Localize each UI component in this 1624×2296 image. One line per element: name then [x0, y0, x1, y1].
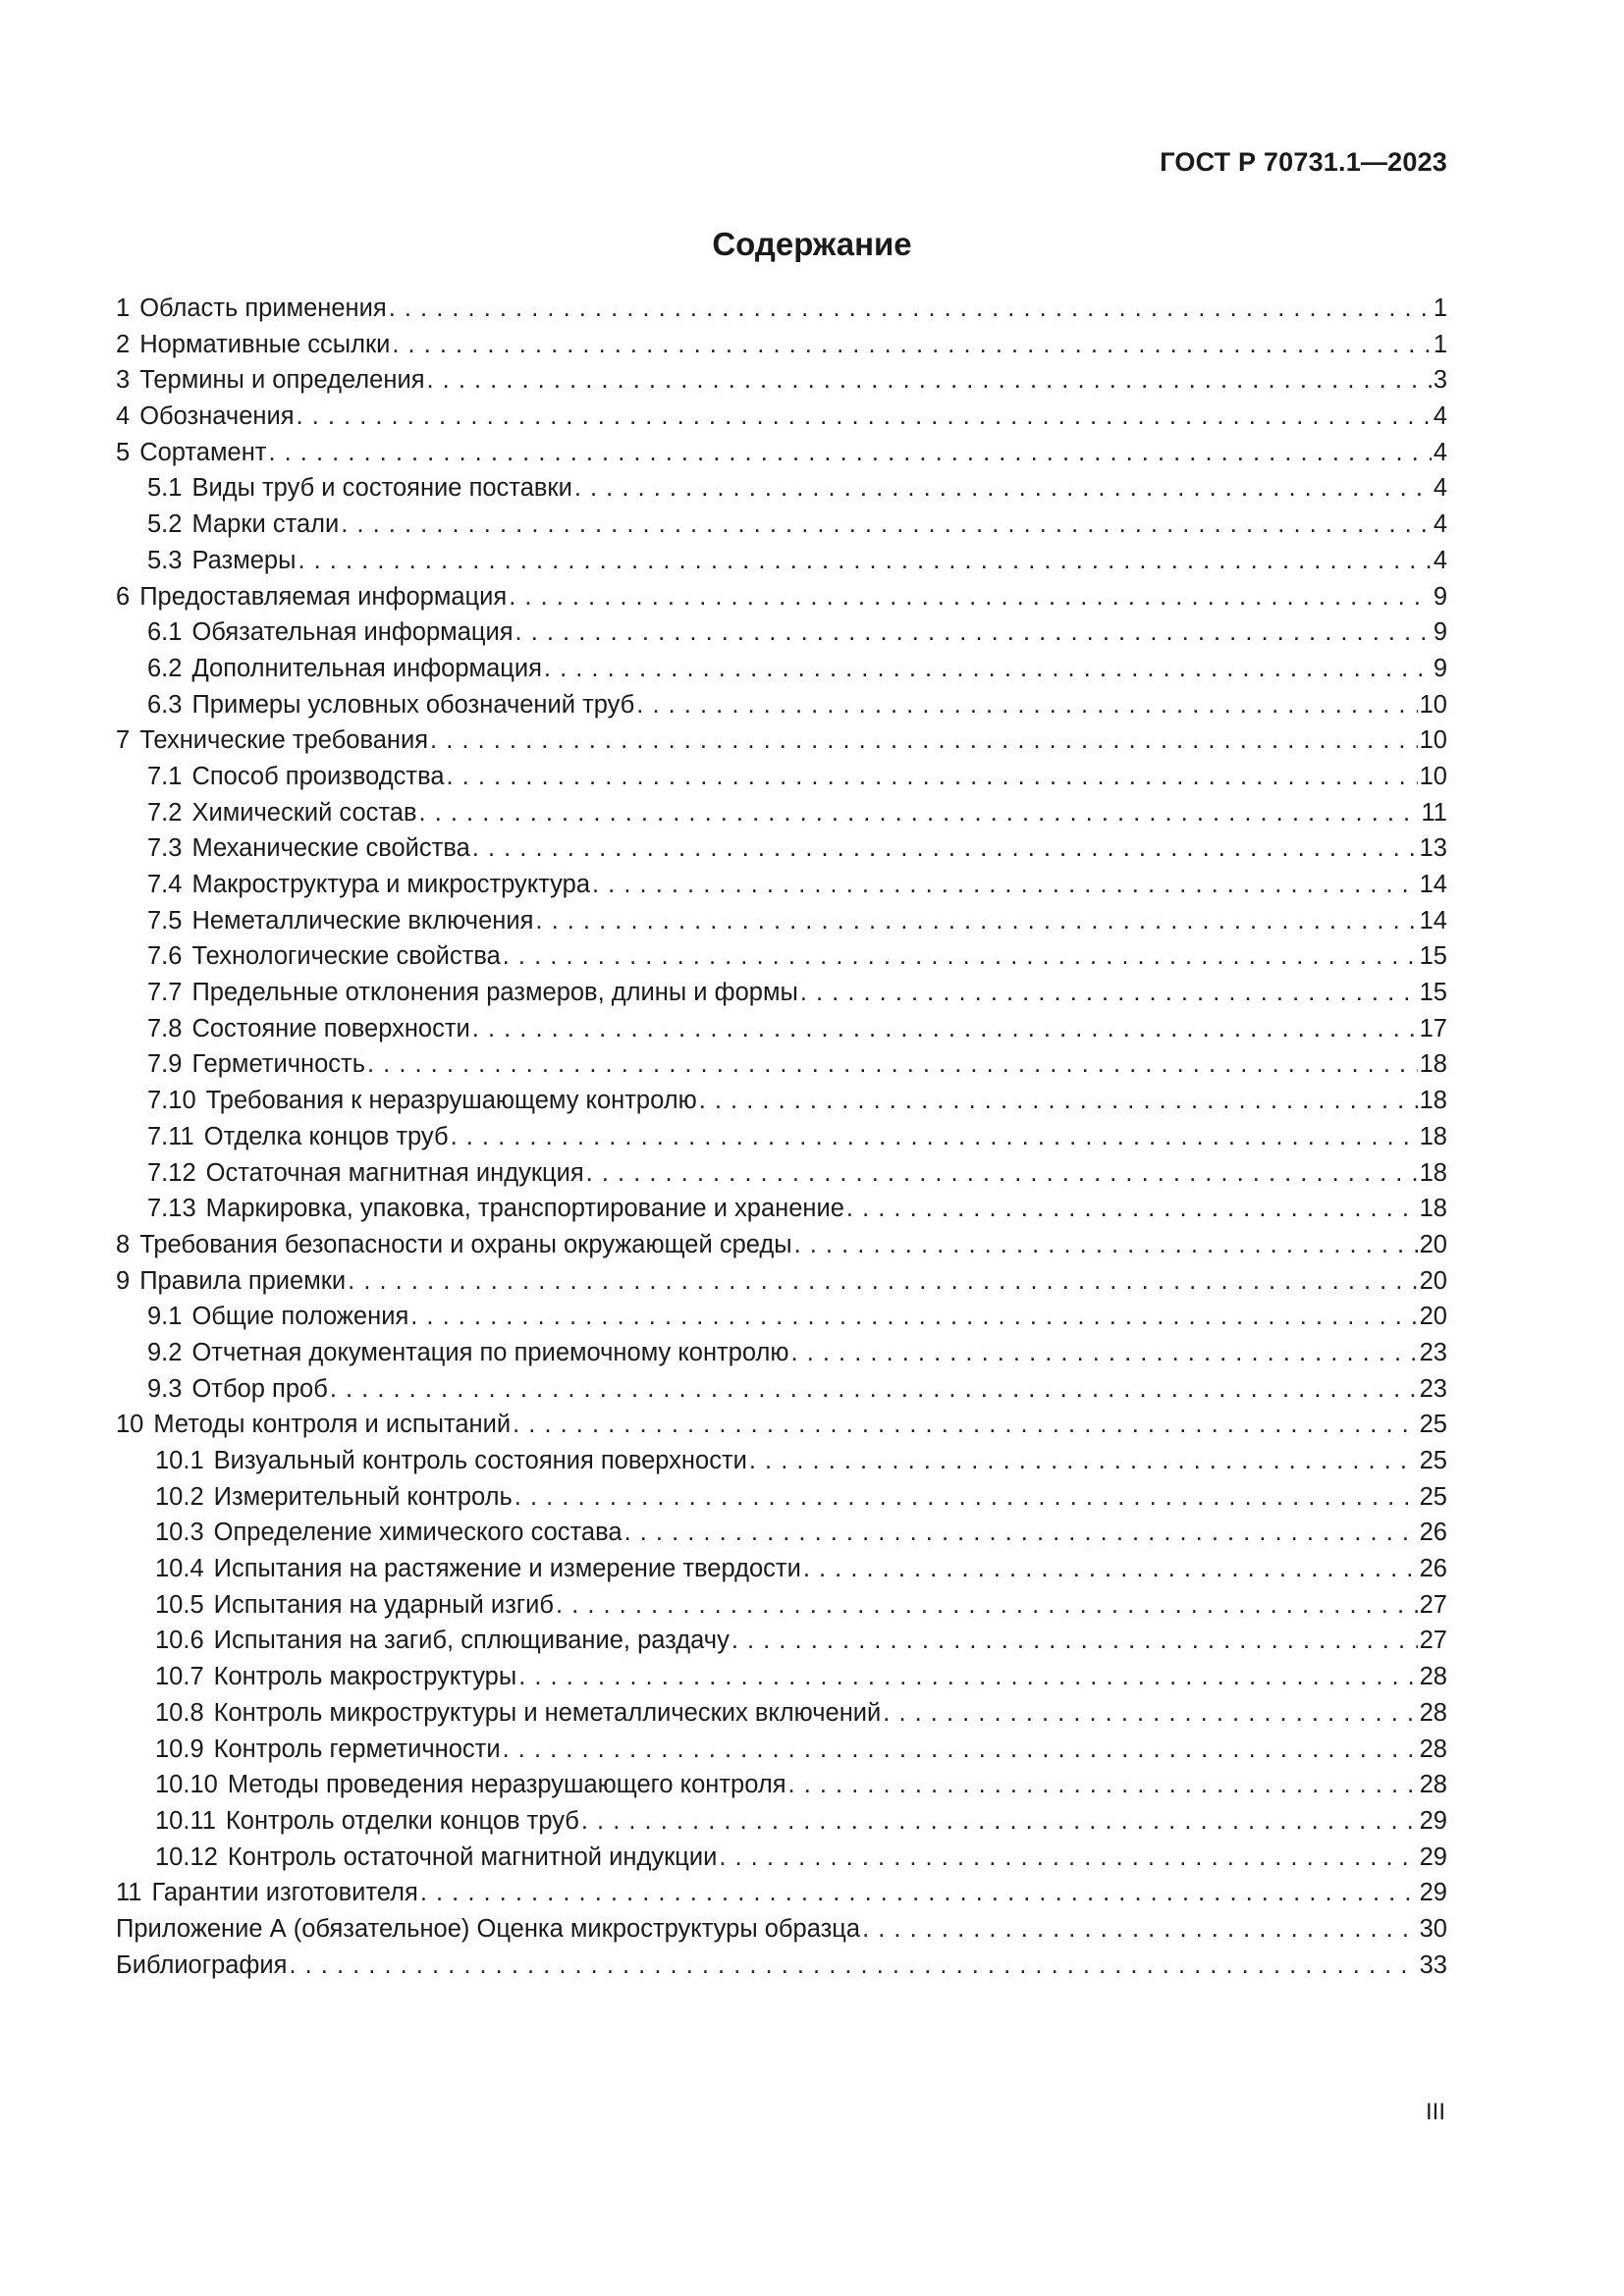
- toc-dot-leader: [515, 614, 1432, 651]
- toc-entry-page: 1: [1433, 294, 1447, 322]
- toc-entry-number: 5.2: [147, 510, 183, 539]
- toc-entry-page: 28: [1419, 1698, 1447, 1727]
- toc-entry[interactable]: [116, 291, 1447, 327]
- toc-entry-page: 26: [1419, 1555, 1447, 1583]
- toc-entry-label: Обязательная информация: [191, 618, 514, 647]
- toc-dot-leader: [592, 867, 1418, 903]
- toc-entry[interactable]: [116, 327, 1447, 363]
- toc-dot-leader: [883, 1695, 1417, 1732]
- toc-entry-page: 33: [1419, 1950, 1447, 1979]
- toc-entry-page: 20: [1419, 1266, 1447, 1295]
- toc-entry[interactable]: [116, 1443, 1447, 1479]
- toc-dot-leader: [410, 1299, 1417, 1335]
- toc-entry[interactable]: [116, 543, 1447, 579]
- toc-entry-page: 10: [1419, 762, 1447, 790]
- toc-entry-number: 10.7: [155, 1663, 204, 1691]
- toc-entry[interactable]: [116, 1083, 1447, 1119]
- toc-entry[interactable]: [116, 1840, 1447, 1876]
- toc-entry[interactable]: [116, 614, 1447, 651]
- toc-entry-number: 6.2: [147, 654, 183, 682]
- toc-entry-number: 7.11: [147, 1122, 194, 1150]
- toc-entry-label: Область применения: [139, 294, 387, 322]
- toc-dot-leader: [731, 1623, 1418, 1659]
- toc-entry-page: 9: [1433, 582, 1447, 611]
- toc-entry-label: Контроль отделки концов труб: [225, 1806, 579, 1835]
- toc-entry[interactable]: [116, 795, 1447, 831]
- toc-entry-number: 7.7: [147, 979, 183, 1007]
- toc-dot-leader: [330, 1371, 1418, 1408]
- toc-entry-page: 18: [1419, 1050, 1447, 1079]
- toc-entry-number: 8: [116, 1230, 131, 1258]
- toc-entry-label: Правила приемки: [139, 1266, 347, 1295]
- toc-entry-label: Остаточная магнитная индукция: [205, 1158, 584, 1187]
- toc-dot-leader: [298, 543, 1431, 579]
- toc-entry-page: 14: [1419, 906, 1447, 934]
- toc-dot-leader: [447, 759, 1418, 795]
- toc-entry-page: 25: [1419, 1482, 1447, 1511]
- toc-entry[interactable]: [116, 1227, 1447, 1263]
- toc-entry-number: 10.6: [155, 1627, 204, 1655]
- toc-entry-page: 25: [1419, 1411, 1447, 1439]
- toc-entry-label: Гарантии изготовителя: [151, 1879, 418, 1907]
- toc-entry-label: Технические требования: [139, 726, 429, 755]
- toc-entry[interactable]: [116, 759, 1447, 795]
- toc-entry-label: Требования к неразрушающему контролю: [205, 1087, 697, 1115]
- toc-entry-number: 7.10: [147, 1087, 196, 1115]
- toc-entry-page: 29: [1419, 1806, 1447, 1835]
- toc-entry-number: 7.8: [147, 1014, 183, 1042]
- toc-entry-page: 4: [1433, 546, 1447, 574]
- toc-entry-label: Нормативные ссылки: [139, 330, 391, 358]
- toc-entry-label: Химический состав: [191, 798, 417, 827]
- toc-dot-leader: [636, 687, 1417, 723]
- toc-entry-number: 7.5: [147, 906, 183, 934]
- toc-entry-number: 7.1: [147, 762, 183, 790]
- document-code: ГОСТ Р 70731.1—2023: [1160, 147, 1447, 177]
- toc-dot-leader: [509, 579, 1432, 615]
- toc-entry-number: 9.2: [147, 1338, 183, 1366]
- toc-entry-page: 23: [1419, 1374, 1447, 1403]
- toc-entry-page: 28: [1419, 1663, 1447, 1691]
- toc-entry-page: 18: [1419, 1158, 1447, 1187]
- toc-entry-page: 9: [1433, 654, 1447, 682]
- toc-dot-leader: [749, 1443, 1418, 1479]
- toc-entry-label: Примеры условных обозначений труб: [191, 690, 635, 719]
- toc-entry-number: 3: [116, 366, 131, 395]
- toc-entry-label: Контроль остаточной магнитной индукции: [227, 1842, 718, 1871]
- toc-entry-label: Приложение А (обязательное) Оценка микроструктуры образца: [116, 1914, 861, 1943]
- toc-entry[interactable]: [116, 975, 1447, 1011]
- toc-dot-leader: [503, 1732, 1418, 1768]
- toc-dot-leader: [420, 1875, 1418, 1911]
- toc-entry-label: Маркировка, упаковка, транспортирование и хранение: [205, 1195, 844, 1223]
- toc-dot-leader: [544, 651, 1432, 687]
- toc-entry-label: Макроструктура и микроструктура: [191, 871, 591, 898]
- toc-dot-leader: [574, 470, 1432, 507]
- toc-entry-page: 9: [1433, 618, 1447, 647]
- toc-entry[interactable]: [116, 1011, 1447, 1047]
- toc-dot-leader: [518, 1659, 1417, 1695]
- toc-entry[interactable]: [116, 1371, 1447, 1408]
- toc-entry-page: 29: [1419, 1842, 1447, 1871]
- toc-title: Содержание: [712, 226, 912, 262]
- toc-entry-label: Общие положения: [191, 1303, 409, 1331]
- toc-entry-label: Отделка концов труб: [203, 1122, 449, 1150]
- toc-entry-page: 28: [1419, 1771, 1447, 1799]
- toc-entry-number: 7: [116, 726, 131, 755]
- toc-dot-leader: [800, 975, 1418, 1011]
- toc-entry-page: 10: [1419, 690, 1447, 719]
- toc-dot-leader: [341, 507, 1432, 543]
- toc-dot-leader: [389, 291, 1432, 327]
- toc-entry-number: 5: [116, 438, 131, 466]
- toc-dot-leader: [862, 1911, 1418, 1948]
- toc-dot-leader: [268, 435, 1431, 471]
- toc-entry-number: 7.12: [147, 1158, 196, 1187]
- toc-entry[interactable]: [116, 722, 1447, 759]
- toc-entry-page: 15: [1419, 979, 1447, 1007]
- toc-entry-number: 9: [116, 1266, 131, 1295]
- toc-entry[interactable]: [116, 1551, 1447, 1587]
- toc-entry[interactable]: [116, 579, 1447, 615]
- toc-dot-leader: [297, 399, 1432, 435]
- toc-entry-number: 10.8: [155, 1698, 204, 1727]
- toc-entry[interactable]: [116, 1407, 1447, 1443]
- toc-entry-label: Способ производства: [191, 762, 445, 790]
- toc-entry[interactable]: [116, 399, 1447, 435]
- toc-entry[interactable]: [116, 1587, 1447, 1624]
- toc-entry-label: Испытания на ударный изгиб: [213, 1590, 554, 1619]
- toc-entry-page: 25: [1419, 1447, 1447, 1474]
- toc-entry-page: 14: [1419, 871, 1447, 898]
- toc-dot-leader: [719, 1840, 1417, 1876]
- toc-entry-label: Обозначения: [139, 402, 295, 431]
- toc-entry[interactable]: [116, 1911, 1447, 1948]
- toc-entry-page: 18: [1419, 1195, 1447, 1223]
- toc-entry-label: Размеры: [191, 546, 297, 574]
- toc-entry-page: 28: [1419, 1735, 1447, 1763]
- toc-entry-number: 10.10: [155, 1771, 218, 1799]
- toc-entry-label: Определение химического состава: [213, 1519, 623, 1547]
- toc-entry[interactable]: [116, 1803, 1447, 1840]
- toc-entry-label: Контроль макроструктуры: [213, 1663, 517, 1691]
- toc-entry-page: 17: [1419, 1014, 1447, 1042]
- toc-dot-leader: [392, 327, 1431, 363]
- toc-entry-label: Визуальный контроль состояния поверхности: [213, 1447, 747, 1474]
- toc-entry-page: 27: [1419, 1627, 1447, 1655]
- toc-entry-number: 10.5: [155, 1590, 204, 1619]
- toc-entry-label: Неметаллические включения: [191, 906, 534, 934]
- toc-entry-page: 27: [1419, 1590, 1447, 1619]
- toc-dot-leader: [535, 903, 1417, 939]
- toc-entry-number: 6.3: [147, 690, 183, 719]
- toc-entry-label: Методы проведения неразрушающего контроля: [227, 1771, 786, 1799]
- toc-entry-page: 10: [1419, 726, 1447, 755]
- toc-entry-number: 7.2: [147, 798, 183, 827]
- toc-entry-label: Измерительный контроль: [213, 1482, 513, 1511]
- toc-entry-number: 4: [116, 402, 131, 431]
- toc-entry[interactable]: [116, 938, 1447, 975]
- toc-entry-label: Марки стали: [191, 510, 340, 539]
- toc-entry-label: Контроль герметичности: [213, 1735, 501, 1763]
- toc-entry-number: 5.1: [147, 474, 183, 503]
- toc-entry-number: 1: [116, 294, 131, 322]
- toc-entry-label: Методы контроля и испытаний: [153, 1411, 512, 1439]
- toc-entry-number: 7.4: [147, 871, 183, 898]
- toc-entry-number: 10.9: [155, 1735, 204, 1763]
- toc-entry[interactable]: [116, 1659, 1447, 1695]
- toc-entry-number: 7.9: [147, 1050, 183, 1079]
- toc-dot-leader: [788, 1767, 1418, 1803]
- toc-entry-label: Сортамент: [139, 438, 267, 466]
- toc-entry-number: 9.3: [147, 1374, 183, 1403]
- toc-dot-leader: [581, 1803, 1418, 1840]
- toc-entry-number: 7.6: [147, 942, 183, 971]
- toc-entry-page: 18: [1419, 1087, 1447, 1115]
- toc-entry-number: 10.3: [155, 1519, 204, 1547]
- toc-dot-leader: [556, 1587, 1418, 1624]
- toc-entry-page: 20: [1419, 1303, 1447, 1331]
- toc-dot-leader: [794, 1227, 1418, 1263]
- toc-entry-page: 18: [1419, 1122, 1447, 1150]
- toc-entry[interactable]: [116, 1623, 1447, 1659]
- toc-dot-leader: [503, 938, 1418, 975]
- toc-entry-number: 11: [116, 1879, 142, 1907]
- toc-entry-number: 10.12: [155, 1842, 218, 1871]
- toc-entry-label: Предоставляемая информация: [139, 582, 508, 611]
- toc-entry-label: Дополнительная информация: [191, 654, 542, 682]
- toc-entry[interactable]: [116, 1732, 1447, 1768]
- toc-dot-leader: [472, 830, 1418, 867]
- toc-entry-number: 6: [116, 582, 131, 611]
- toc-entry[interactable]: [116, 362, 1447, 399]
- toc-entry-page: 30: [1419, 1914, 1447, 1943]
- toc-entry-label: Испытания на растяжение и измерение твердости: [213, 1555, 801, 1583]
- toc-entry-label: Механические свойства: [191, 834, 470, 863]
- toc-entry[interactable]: [116, 435, 1447, 471]
- toc-entry-page: 4: [1433, 402, 1447, 431]
- toc-dot-leader: [367, 1046, 1418, 1083]
- toc-entry[interactable]: [116, 1515, 1447, 1551]
- toc-entry[interactable]: [116, 470, 1447, 507]
- toc-entry-page: 26: [1419, 1519, 1447, 1547]
- page-number: III: [1425, 2099, 1445, 2125]
- toc-entry[interactable]: [116, 1695, 1447, 1732]
- toc-dot-leader: [514, 1479, 1418, 1516]
- toc-dot-leader: [624, 1515, 1418, 1551]
- toc-entry-page: 13: [1419, 834, 1447, 863]
- toc-entry-number: 10.4: [155, 1555, 204, 1583]
- toc-entry[interactable]: [116, 1479, 1447, 1516]
- toc-entry-page: 4: [1433, 438, 1447, 466]
- toc-dot-leader: [699, 1083, 1418, 1119]
- toc-entry-page: 29: [1419, 1879, 1447, 1907]
- toc-entry-label: Библиография: [116, 1950, 288, 1979]
- toc-dot-leader: [430, 722, 1418, 759]
- toc-entry-page: 4: [1433, 474, 1447, 503]
- toc-entry-number: 2: [116, 330, 131, 358]
- toc-dot-leader: [472, 1011, 1418, 1047]
- toc-dot-leader: [451, 1119, 1418, 1155]
- toc-entry[interactable]: [116, 1046, 1447, 1083]
- toc-dot-leader: [586, 1155, 1418, 1192]
- toc-entry[interactable]: [116, 687, 1447, 723]
- toc-entry[interactable]: [116, 1335, 1447, 1371]
- toc-dot-leader: [791, 1335, 1418, 1371]
- toc-dot-leader: [289, 1948, 1417, 1984]
- toc-entry-page: 15: [1419, 942, 1447, 971]
- toc-entry[interactable]: [116, 1263, 1447, 1300]
- toc-entry-label: Технологические свойства: [191, 942, 501, 971]
- toc-entry-label: Герметичность: [191, 1050, 365, 1079]
- toc-entry[interactable]: [116, 1191, 1447, 1227]
- toc-entry-label: Требования безопасности и охраны окружающей среды: [139, 1230, 792, 1258]
- toc-dot-leader: [348, 1263, 1417, 1300]
- toc-entry-number: 5.3: [147, 546, 183, 574]
- toc-entry-number: 10.2: [155, 1482, 204, 1511]
- toc-dot-leader: [513, 1407, 1418, 1443]
- toc-entry[interactable]: [116, 1767, 1447, 1803]
- toc-entry-number: 10.11: [155, 1806, 216, 1835]
- toc-entry[interactable]: [116, 830, 1447, 867]
- toc-entry-label: Отчетная документация по приемочному контролю: [191, 1338, 789, 1366]
- toc-entry-page: 20: [1419, 1230, 1447, 1258]
- toc-entry[interactable]: [116, 507, 1447, 543]
- toc-entry-page: 23: [1419, 1338, 1447, 1366]
- toc-entry-label: Испытания на загиб, сплющивание, раздачу: [213, 1627, 730, 1655]
- toc-entry-number: 7.13: [147, 1195, 196, 1223]
- toc-entry-number: 10.1: [155, 1447, 204, 1474]
- toc-dot-leader: [846, 1191, 1418, 1227]
- toc-entry-label: Виды труб и состояние поставки: [191, 474, 572, 503]
- table-of-contents: [116, 291, 1447, 1983]
- toc-entry-label: Предельные отклонения размеров, длины и формы: [191, 979, 798, 1007]
- toc-dot-leader: [803, 1551, 1418, 1587]
- toc-entry[interactable]: [116, 1875, 1447, 1911]
- toc-entry-page: 3: [1433, 366, 1447, 395]
- toc-entry[interactable]: [116, 651, 1447, 687]
- toc-dot-leader: [419, 795, 1420, 831]
- toc-entry-label: Термины и определения: [139, 366, 425, 395]
- toc-entry[interactable]: [116, 1948, 1447, 1984]
- toc-entry-number: 6.1: [147, 618, 183, 647]
- toc-dot-leader: [427, 362, 1432, 399]
- toc-entry-number: 10: [116, 1411, 144, 1439]
- toc-entry[interactable]: [116, 1119, 1447, 1155]
- toc-entry-number: 9.1: [147, 1303, 183, 1331]
- toc-entry-number: 7.3: [147, 834, 183, 863]
- toc-entry[interactable]: [116, 903, 1447, 939]
- toc-entry-page: 11: [1421, 798, 1447, 827]
- toc-entry[interactable]: [116, 1299, 1447, 1335]
- toc-entry-label: Отбор проб: [191, 1374, 328, 1403]
- toc-entry[interactable]: [116, 867, 1447, 903]
- toc-entry-label: Контроль микроструктуры и неметаллических включений: [213, 1698, 882, 1727]
- toc-entry-page: 4: [1433, 510, 1447, 539]
- toc-entry-page: 1: [1433, 330, 1447, 358]
- toc-entry[interactable]: [116, 1155, 1447, 1192]
- toc-entry-label: Состояние поверхности: [191, 1014, 470, 1042]
